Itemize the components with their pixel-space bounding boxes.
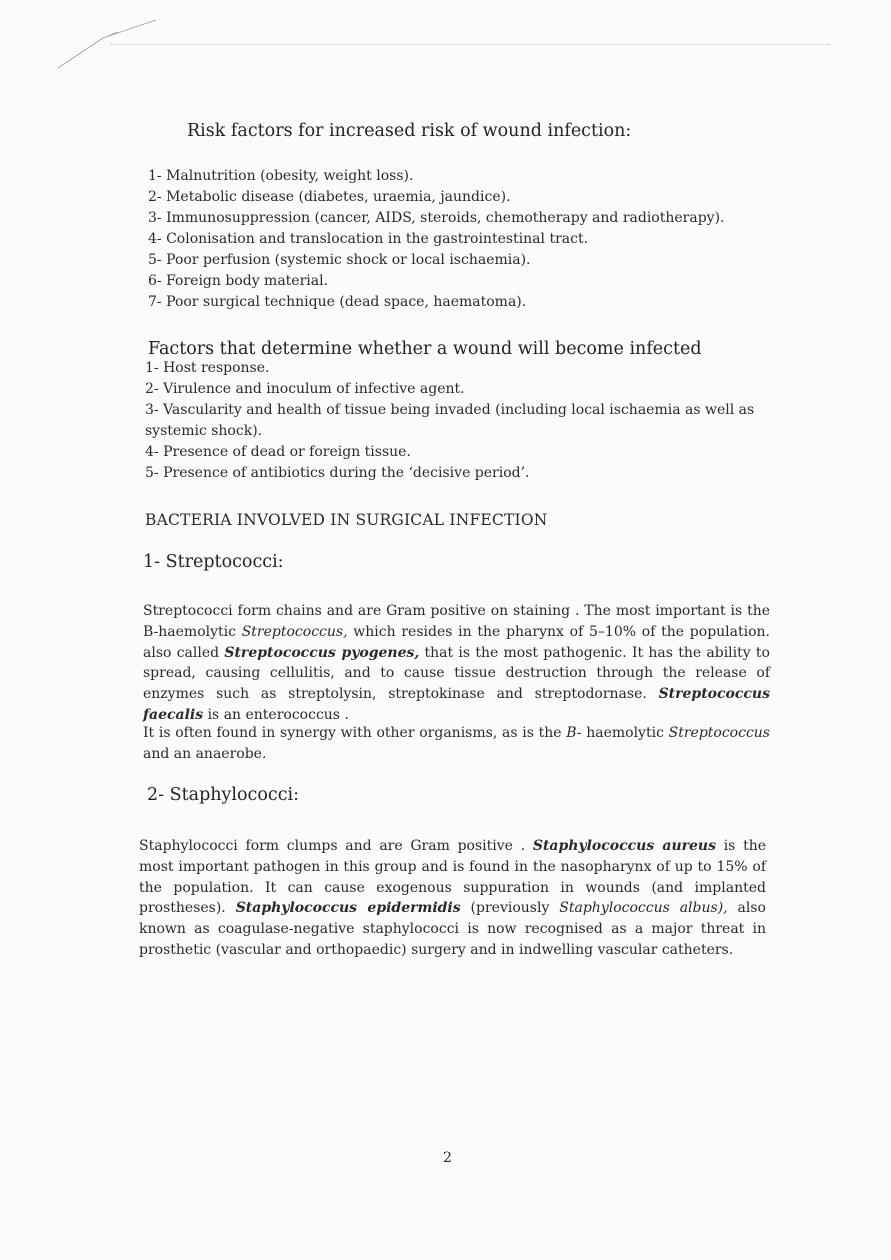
text-run: Streptococcus, [241, 623, 348, 640]
text-run: is an enterococcus . [203, 706, 349, 723]
text-run: is the most important pathogen in this group and is found in the nasopharynx of up to 15% of the population. It can cause exogenous suppuration in wounds (and implanted prostheses). [139, 838, 766, 917]
text-run: Streptococcus [668, 725, 770, 741]
list-item: 1- Malnutrition (obesity, weight loss). [148, 168, 414, 184]
text-run: Streptococci form chains and are Gram positive on staining . The most important is the B-haemolytic [143, 603, 770, 640]
text-run: and an anaerobe. [143, 745, 267, 762]
streptococci-paragraph-1 [143, 601, 770, 726]
text-run: B- [566, 725, 582, 741]
list-item: 6- Foreign body material. [148, 273, 329, 289]
text-run: Streptococcus pyogenes, [224, 644, 420, 661]
streptococci-heading: 1- Streptococci: [143, 552, 284, 572]
text-run: Staphylococci form clumps and are Gram positive . [139, 838, 533, 854]
scan-artifact-mark [58, 18, 158, 78]
staphylococci-paragraph [139, 836, 766, 961]
list-item: 1- Host response. [145, 360, 270, 376]
text-run: haemolytic [581, 725, 669, 741]
text-run: that is the most pathogenic. It has the ability to spread, causing cellulitis, and to cause tissue destruction through the release of enzymes such as streptolysin, streptokinase and streptodornase. [143, 644, 770, 703]
list-item: 4- Presence of dead or foreign tissue. [145, 444, 411, 460]
text-run: also known as coagulase-negative staphylococci is now recognised as a major threat in prosthetic (vascular and orthopaedic) surgery and in indwelling vascular catheters. [139, 900, 766, 958]
list-item: 4- Colonisation and translocation in the gastrointestinal tract. [148, 231, 589, 247]
list-item: 7- Poor surgical technique (dead space, haematoma). [148, 294, 527, 310]
list-item: 2- Virulence and inoculum of infective agent. [145, 381, 465, 397]
list-item: 5- Poor perfusion (systemic shock or local ischaemia). [148, 252, 531, 268]
page-number: 2 [443, 1150, 452, 1166]
text-run: which resides in the pharynx of 5–10% of the population. also called [143, 623, 770, 661]
list-item: 5- Presence of antibiotics during the ‘decisive period’. [145, 465, 530, 481]
staphylococci-heading: 2- Staphylococci: [147, 785, 299, 805]
text-run: Staphylococcus aureus [532, 838, 716, 854]
scan-artifact-line [110, 44, 830, 45]
list-item: 3- Immunosuppression (cancer, AIDS, steroids, chemotherapy and radiotherapy). [148, 210, 725, 226]
text-run: (previously [460, 900, 560, 917]
streptococci-paragraph-2 [143, 723, 770, 765]
text-run: Streptococcus faecalis [143, 686, 770, 723]
infection-factors-list [145, 358, 775, 484]
infection-factors-heading: Factors that determine whether a wound will become infected [148, 339, 702, 359]
text-run: It is often found in synergy with other organisms, as is the [143, 725, 567, 741]
bacteria-section-heading: BACTERIA INVOLVED IN SURGICAL INFECTION [145, 511, 548, 529]
text-run: Staphylococcus epidermidis [235, 900, 461, 917]
list-item: 3- Vascularity and health of tissue being invaded (including local ischaemia as well as systemic shock). [145, 402, 755, 439]
list-item: 2- Metabolic disease (diabetes, uraemia, jaundice). [148, 189, 511, 205]
risk-factors-heading: Risk factors for increased risk of wound infection: [187, 121, 632, 141]
risk-factors-list [148, 166, 788, 313]
text-run: Staphylococcus albus), [559, 900, 728, 917]
